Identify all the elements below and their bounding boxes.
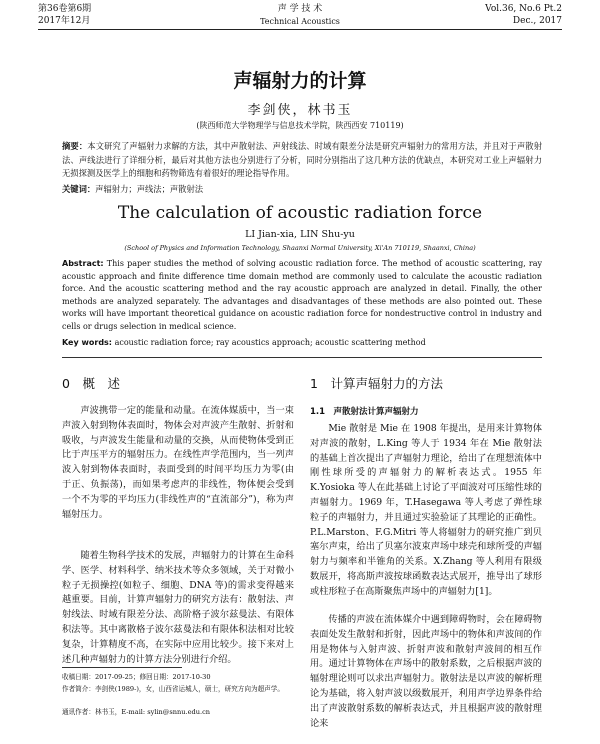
paper-title-en: The calculation of acoustic radiation force (117, 203, 483, 223)
issue-cn: 第36卷第6期 (38, 4, 92, 14)
volume-en: Vol.36, No.6 Pt.2 (485, 4, 562, 14)
left-paragraph-1: 声波携带一定的能量和动量。在流体媒质中，当一束声波入射到物体表面时，物体会对声波产生散射、折射和吸收，与声波发生能量和动量的交换，从而使物体受到正比于声压平方的辐射压力。在线性声学范围内，当一列声波入射到物体表面时，表面受到的时间平均压力为零(由于正、负振荡)，而如果考虑声的非线性，物体便会受到一个不为零的平均压力(非线性声的“直流部分”)，称为声辐射压力。 (62, 405, 294, 520)
authors-cn: 李剑侠，林书玉 (247, 103, 353, 118)
date-en: Dec., 2017 (512, 16, 562, 26)
abstract-cn-label: 摘要： (62, 141, 88, 151)
abstract-cn (62, 140, 542, 181)
abstract-en-label: Abstract: (62, 259, 104, 268)
subsection-1-1-title: 1.1 声散射法计算声辐射力 (310, 407, 419, 417)
keywords-en-text: acoustic radiation force; ray acoustics approach; acoustic scattering method (114, 338, 426, 347)
affiliation-en: (School of Physics and Information Technology, Shaanxi Normal University, Xi'An 710119, Shaanxi, China) (124, 244, 476, 252)
affiliation-cn: (陕西师范大学物理学与信息技术学院，陕西西安 710119) (196, 121, 404, 130)
footnote-correspondence: 通讯作者：林书玉，E-mail: sylin@snnu.edu.cn (62, 708, 211, 716)
keywords-cn-text: 声辐射力；声线法；声散射法 (95, 184, 204, 194)
abstract-en (62, 258, 542, 334)
section-1-title: 1 计算声辐射力的方法 (310, 376, 443, 391)
section-0-title: 0 概 述 (62, 376, 120, 391)
footnote-received: 收稿日期：2017-09-25；修回日期：2017-10-30 (62, 673, 211, 681)
keywords-cn-label: 关键词： (62, 184, 96, 194)
keywords-en (62, 337, 542, 349)
right-paragraph-2: 传播的声波在流体媒介中遇到障碍物时，会在障碍物表面处发生散射和折射，因此声场中的物体和声波间的作用是物体与入射声波、折射声波和散射声波间的相互作用。通过计算物体在声场中的散射系数，之后根据声波的辐射理论则可以求出声辐射力。散射法是以声波的解析理论为基础，将入射声波以级数展开，利用声学边界条件给出了声波散射系数的解析表达式，并且根据声波的散射理论来 (310, 614, 542, 729)
date-cn: 2017年12月 (38, 16, 91, 26)
journal-cn: 声 学 技 术 (277, 4, 323, 14)
footnote-author-info: 作者简介：李剑侠(1989-)，女，山西省运城人，硕士，研究方向为超声学。 (62, 685, 284, 693)
keywords-en-label: Key words: (62, 338, 113, 347)
abstract-cn-text: 本文研究了声辐射力求解的方法，其中声散射法、声射线法、时域有限差分法是研究声辐射力的常用方法，并且对于声散射法、声线法进行了详细分析，最后对其他方法也分别进行了分析，同时分别指出了这几种方法的优缺点，本研究对工业上声辐射力无损探测及医学上的细胞和药物筛选有着很好的理论指导作用。 (62, 141, 542, 179)
keywords-cn (62, 183, 542, 197)
footnote-rule (62, 667, 182, 668)
left-paragraph-2: 随着生物科学技术的发展，声辐射力的计算在生命科学、医学、材料科学、纳米技术等众多领域，关于对微小粒子无损操控(如粒子、细胞、DNA 等)的需求变得越来越重要。目前，计算声辐射力的研究方法有：散射法、声射线法、时域有限差分法、高阶格子波尔兹曼法、有限体积法等。其中离散格子波尔兹曼法和有限体积法相对比较复杂，计算精度不高，在实际中应用比较少。接下来对上述几种声辐射力的计算方法分别进行介绍。 (62, 550, 294, 665)
authors-en: LI Jian-xia, LIN Shu-yu (245, 229, 355, 240)
header-rule (38, 29, 562, 30)
abstract-separator (62, 357, 542, 358)
right-paragraph-1: Mie 散射是 Mie 在 1908 年提出，是用来计算物体对声波的散射，L.King 等人于 1934 年在 Mie 散射法的基础上首次提出了声辐射力理论，给出了在理想流体中刚性球所受的声辐射力的解析表达式。1955 年 K.Yosioka 等人在此基础上讨论了平面波对可压缩性球的声辐射力。1969 年，T.Hasegawa 等人考虑了弹性球粒子的声辐射力，并且通过实验验证了其理论的正确性。P.L.Marston、F.G.Mitri 等人将辐射力的研究推广到贝塞尔声束，给出了贝塞尔波束声场中球壳和球所受的声辐射力与频率和半锥角的关系。X.Zhang 等人利用有限级数展开，将高斯声波按球函数表达式展开，推导出了球形或柱形粒子在高斯聚焦声场中的声辐射力[1]。 (310, 423, 542, 597)
abstract-en-text: This paper studies the method of solving acoustic radiation force. The method of acoustic scattering, ray acoustic approach and finite difference time domain method are commonly used to calculate the acoustic radiation force. And the acoustic scattering method and the ray acoustic approach are analyzed in detail. Finally, the other methods are analyzed separately. The advantages and disadvantages of these methods are also pointed out. These works will have important theoretical guidance on acoustic radiation force for nondestructive control in industry and cells or drugs selection in medical science. (62, 259, 543, 331)
journal-en: Technical Acoustics (260, 17, 340, 26)
running-header (0, 0, 600, 30)
paper-title-cn: 声辐射力的计算 (233, 70, 367, 92)
